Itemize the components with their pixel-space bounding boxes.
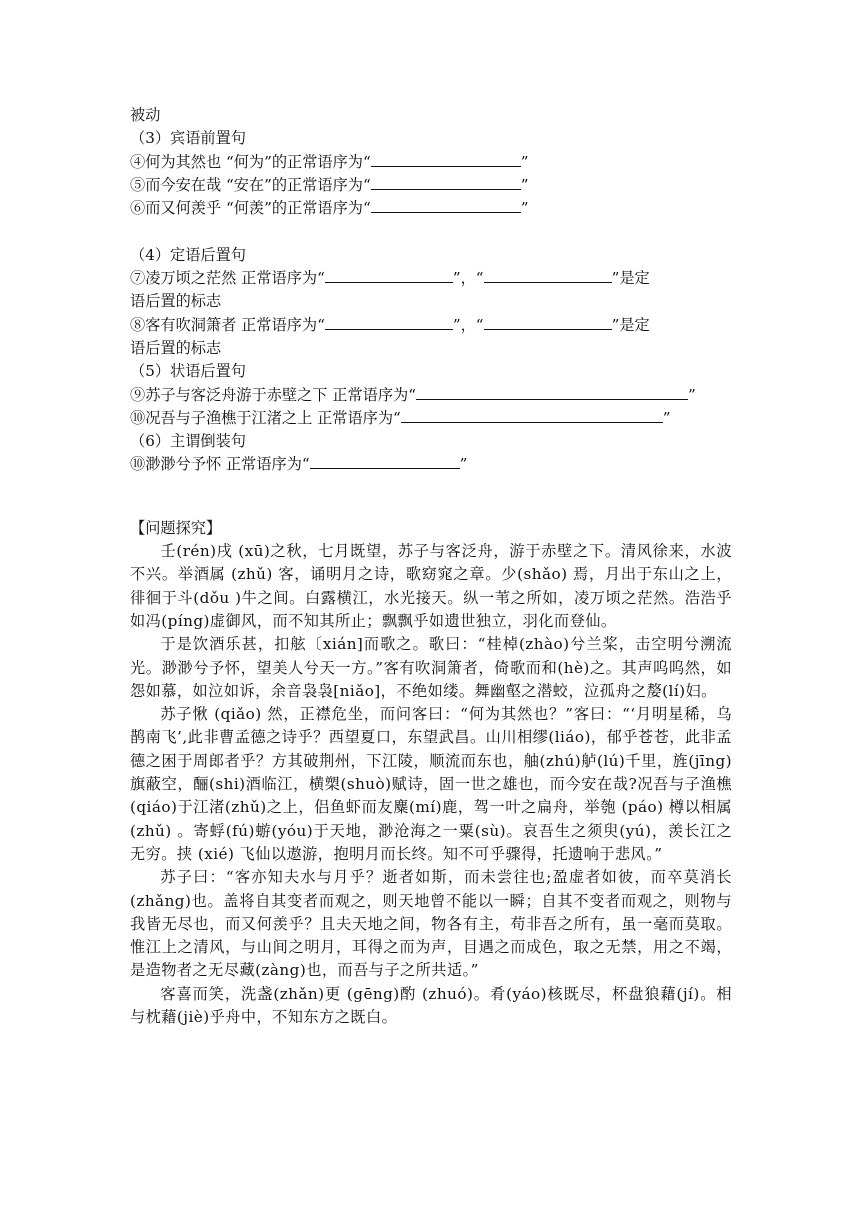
answer-blank[interactable] (325, 314, 453, 330)
exercise-item-8-cont: 语后置的标志 (130, 338, 222, 357)
passage-paragraph-2: 于是饮酒乐甚，扣舷〔xián]而歌之。歌曰：“桂棹(zhào)兮兰桨，击空明兮溯流光。渺渺兮予怀，望美人兮天一方。”客有吹洞箫者，倚歌而和(hè)之。其声呜呜然，如怨如慕，如泣如诉，余音袅袅[niǎo]，不绝如缕。舞幽壑之潜蛟，泣孤舟之嫠(lí)妇。 (130, 635, 732, 700)
section-heading-4: （4）定语后置句 (130, 245, 246, 264)
passage-paragraph-3: 苏子愀 (qiǎo) 然，正襟危坐，而问客曰：“何为其然也？”客曰：“‘月明星稀，乌鹊南飞’,此非曹孟德之诗乎？西望夏口，东望武昌。山川相缪(liáo)，郁乎苍苍，此非孟德之困于周郎者乎？方其破荆州，下江陵，顺流而东也，舳(zhú)舻(lú)千里，旌(jīng)旗蔽空，酾(shi)酒临江，横槊(shuò)赋诗，固一世之雄也，而今安在哉?况吾与子渔樵(qiáo)于江渚(zhǔ)之上，侣鱼虾而友麋(mí)鹿，驾一叶之扁舟，举匏 (páo) 樽以相属 (zhǔ) 。寄蜉(fú)蝣(yóu)于天地，渺沧海之一粟(sù)。哀吾生之须臾(yú)，羡长江之无穷。挟 (xié) 飞仙以遨游，抱明月而长终。知不可乎骤得，托遗响于悲风。” (130, 705, 732, 863)
item-text-end: ”是定 (611, 269, 650, 288)
answer-blank[interactable] (484, 314, 612, 330)
item-text-end: ” (687, 385, 696, 404)
answer-blank[interactable] (401, 407, 663, 423)
item-text-end: ” (520, 152, 529, 171)
item-text: ⑤而今安在哉 “安在”的正常语序为“ (130, 175, 371, 194)
answer-blank[interactable] (310, 453, 460, 469)
item-text: ⑨苏子与客泛舟游于赤壁之下 正常语序为“ (130, 385, 416, 404)
passage-title: 【问题探究】 (130, 518, 222, 537)
item-text-end: ”是定 (611, 315, 650, 334)
answer-blank[interactable] (416, 384, 688, 400)
exercise-item-7 (130, 267, 732, 290)
answer-blank[interactable] (371, 174, 521, 190)
item-text: ⑩渺渺兮予怀 正常语序为“ (130, 455, 310, 474)
answer-blank[interactable] (371, 151, 521, 167)
exercise-item-8 (130, 314, 732, 337)
item-text-end: ” (662, 408, 671, 427)
item-text-mid: ”，“ (452, 315, 484, 334)
exercise-item-9 (130, 384, 732, 407)
answer-blank[interactable] (371, 197, 521, 213)
answer-blank[interactable] (484, 267, 612, 283)
item-text-end: ” (520, 175, 529, 194)
answer-blank[interactable] (325, 267, 453, 283)
item-text-end: ” (520, 199, 529, 218)
item-text-end: ” (459, 455, 468, 474)
item-text: ⑦凌万顷之茫然 正常语序为“ (130, 269, 325, 288)
passage-paragraph-4: 苏子曰：“客亦知夫水与月乎？逝者如斯，而未尝往也;盈虚者如彼，而卒莫消长(zhǎng)也。盖将自其变者而观之，则天地曾不能以一瞬；自其不变者而观之，则物与我皆无尽也，而又何羡乎？且夫天地之间，物各有主，苟非吾之所有，虽一毫而莫取。惟江上之清风，与山间之明月，耳得之而为声，目遇之而成色，取之无禁，用之不竭，是造物者之无尽藏(zàng)也，而吾与子之所共适。” (130, 868, 732, 980)
section-heading-5: （5）状语后置句 (130, 362, 246, 381)
item-text-mid: ”，“ (452, 269, 484, 288)
text-line: 被动 (130, 106, 161, 124)
exercise-item-10 (130, 407, 732, 430)
exercise-item-7-cont: 语后置的标志 (130, 292, 222, 311)
document-content (130, 104, 732, 1029)
section-heading-6: （6）主谓倒装句 (130, 432, 246, 451)
item-text: ④何为其然也 “何为”的正常语序为“ (130, 152, 371, 171)
item-text: ⑥而又何羡乎 “何羡”的正常语序为“ (130, 199, 371, 218)
exercise-item-5 (130, 174, 732, 197)
passage-paragraph-1: 壬(rén)戌 (xū)之秋，七月既望，苏子与客泛舟，游于赤壁之下。清风徐来，水波不兴。举酒属 (zhǔ) 客，诵明月之诗，歌窈窕之章。少(shǎo) 焉，月出于东山之上，徘徊于斗(dǒu )牛之间。白露横江，水光接天。纵一苇之所如，凌万顷之茫然。浩浩乎如冯(píng)虚御风，而不知其所止；飘飘乎如遗世独立，羽化而登仙。 (130, 542, 732, 630)
spacer (130, 477, 732, 517)
section-heading-3: （3）宾语前置句 (130, 129, 246, 148)
passage-paragraph-5: 客喜而笑，洗盏(zhǎn)更 (gēng)酌 (zhuó)。肴(yáo)核既尽，杯盘狼藉(jí)。相与枕藉(jiè)乎舟中，不知东方之既白。 (130, 984, 732, 1026)
item-text: ⑩况吾与子渔樵于江渚之上 正常语序为“ (130, 408, 401, 427)
exercise-item-6 (130, 197, 732, 220)
spacer (130, 220, 732, 243)
exercise-item-4 (130, 151, 732, 174)
exercise-item-11 (130, 453, 732, 476)
item-text: ⑧客有吹洞箫者 正常语序为“ (130, 315, 325, 334)
